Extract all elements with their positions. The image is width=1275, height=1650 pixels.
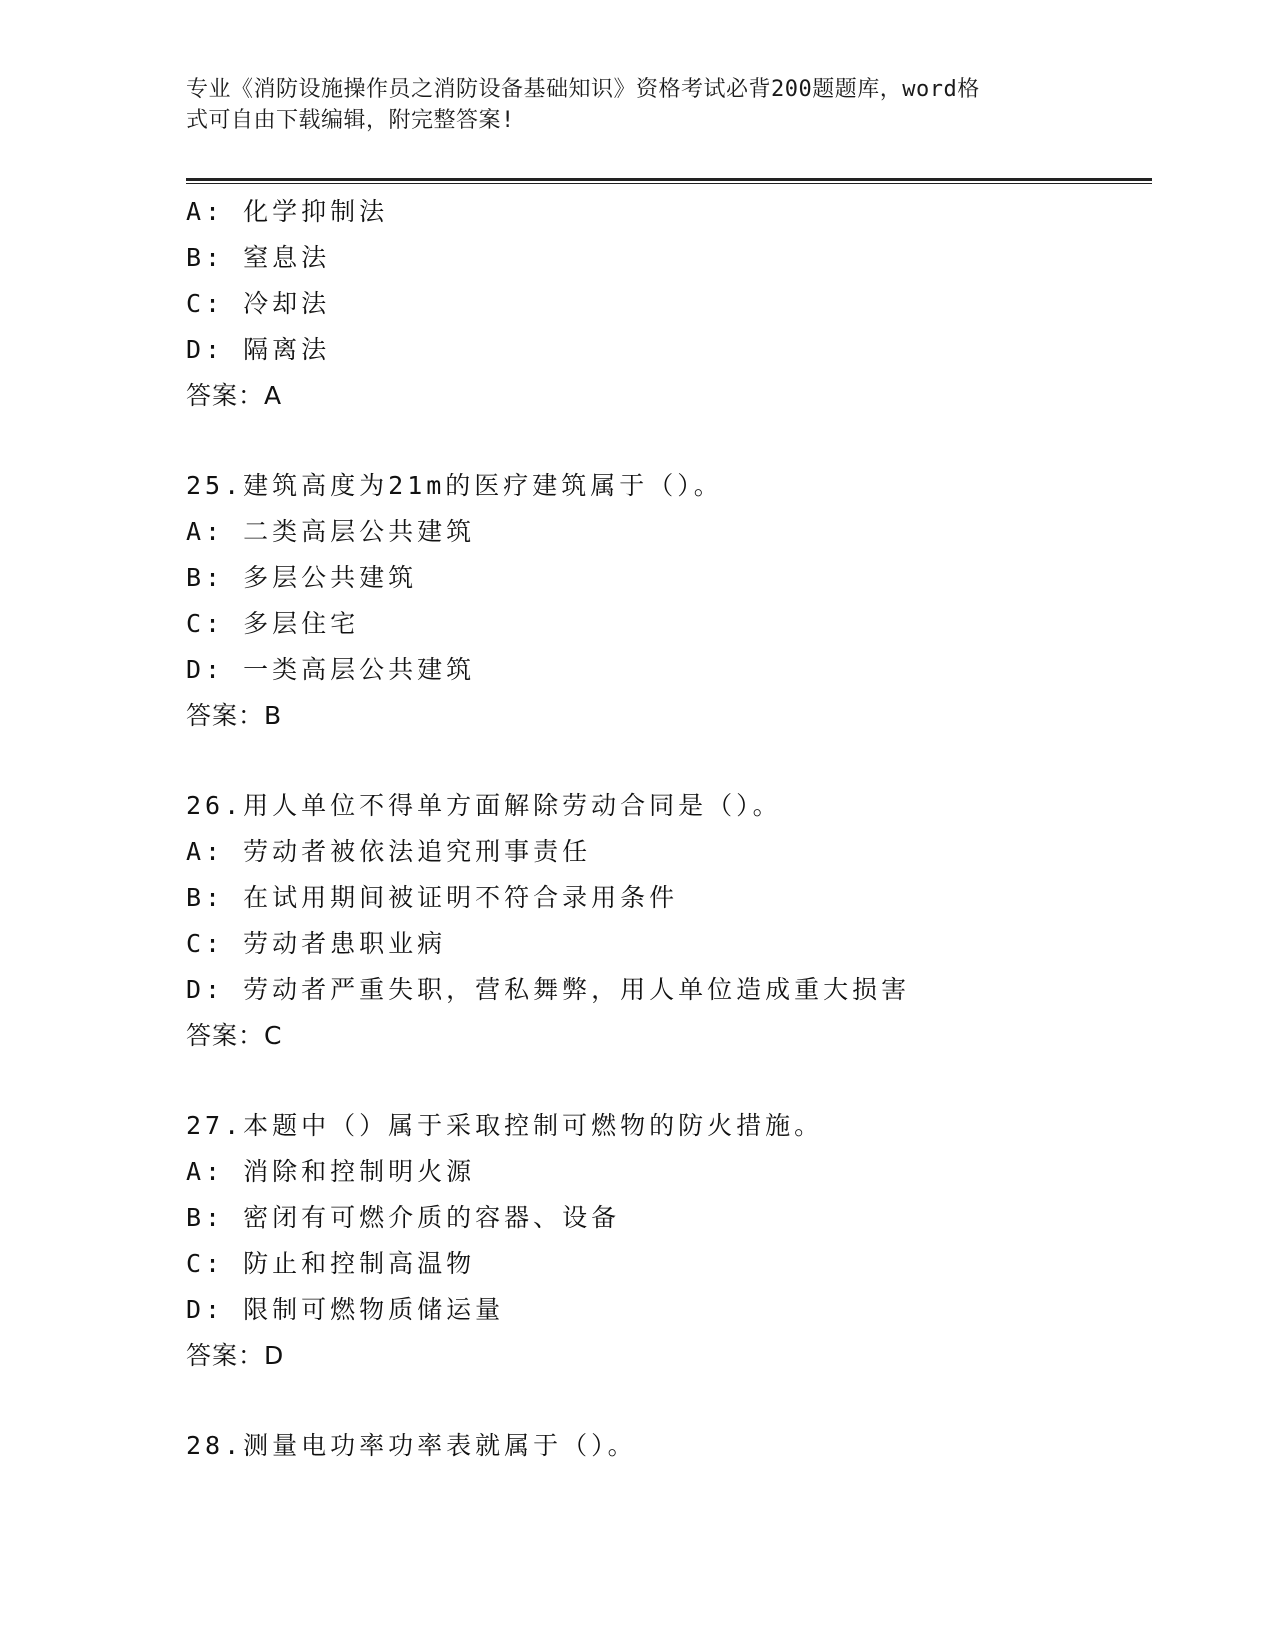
answer-label: 答案：C — [186, 1021, 283, 1050]
option-d: D: 一类高层公共建筑 — [186, 655, 476, 684]
option-d: D: 限制可燃物质储运量 — [186, 1295, 505, 1324]
answer-label: 答案：B — [186, 701, 283, 730]
header-divider-thin — [186, 183, 1152, 184]
header-divider-thick — [186, 178, 1152, 181]
option-a: A: 化学抑制法 — [186, 197, 389, 226]
question-list — [186, 189, 1152, 1469]
question-spacer — [186, 419, 1152, 463]
question-spacer — [186, 739, 1152, 783]
question-block-27 — [186, 1103, 1152, 1379]
option-b: B: 在试用期间被证明不符合录用条件 — [186, 883, 679, 912]
option-c: C: 多层住宅 — [186, 609, 360, 638]
question-stem: 26.用人单位不得单方面解除劳动合同是（）。 — [186, 791, 782, 820]
option-a: A: 劳动者被依法追究刑事责任 — [186, 837, 592, 866]
option-c: C: 冷却法 — [186, 289, 331, 318]
header-line-1: 专业《消防设施操作员之消防设备基础知识》资格考试必背200题题库，word格 — [186, 77, 980, 102]
question-block-25 — [186, 463, 1152, 739]
question-spacer — [186, 1379, 1152, 1423]
question-stem: 27.本题中（）属于采取控制可燃物的防火措施。 — [186, 1111, 824, 1140]
option-d: D: 劳动者严重失职，营私舞弊，用人单位造成重大损害 — [186, 975, 911, 1004]
question-stem: 25.建筑高度为21m的医疗建筑属于（）。 — [186, 471, 723, 500]
option-b: B: 窒息法 — [186, 243, 331, 272]
option-a: A: 二类高层公共建筑 — [186, 517, 476, 546]
option-a: A: 消除和控制明火源 — [186, 1157, 476, 1186]
option-c: C: 劳动者患职业病 — [186, 929, 447, 958]
document-header — [186, 74, 1086, 136]
option-d: D: 隔离法 — [186, 335, 331, 364]
question-block-24-partial — [186, 189, 1152, 419]
header-line-2: 式可自由下载编辑，附完整答案! — [186, 108, 515, 133]
option-b: B: 密闭有可燃介质的容器、设备 — [186, 1203, 621, 1232]
question-spacer — [186, 1059, 1152, 1103]
option-b: B: 多层公共建筑 — [186, 563, 418, 592]
question-block-28 — [186, 1423, 1152, 1469]
option-c: C: 防止和控制高温物 — [186, 1249, 476, 1278]
question-block-26 — [186, 783, 1152, 1059]
answer-label: 答案：A — [186, 381, 283, 410]
question-stem: 28.测量电功率功率表就属于（）。 — [186, 1431, 637, 1460]
answer-label: 答案：D — [186, 1341, 285, 1370]
